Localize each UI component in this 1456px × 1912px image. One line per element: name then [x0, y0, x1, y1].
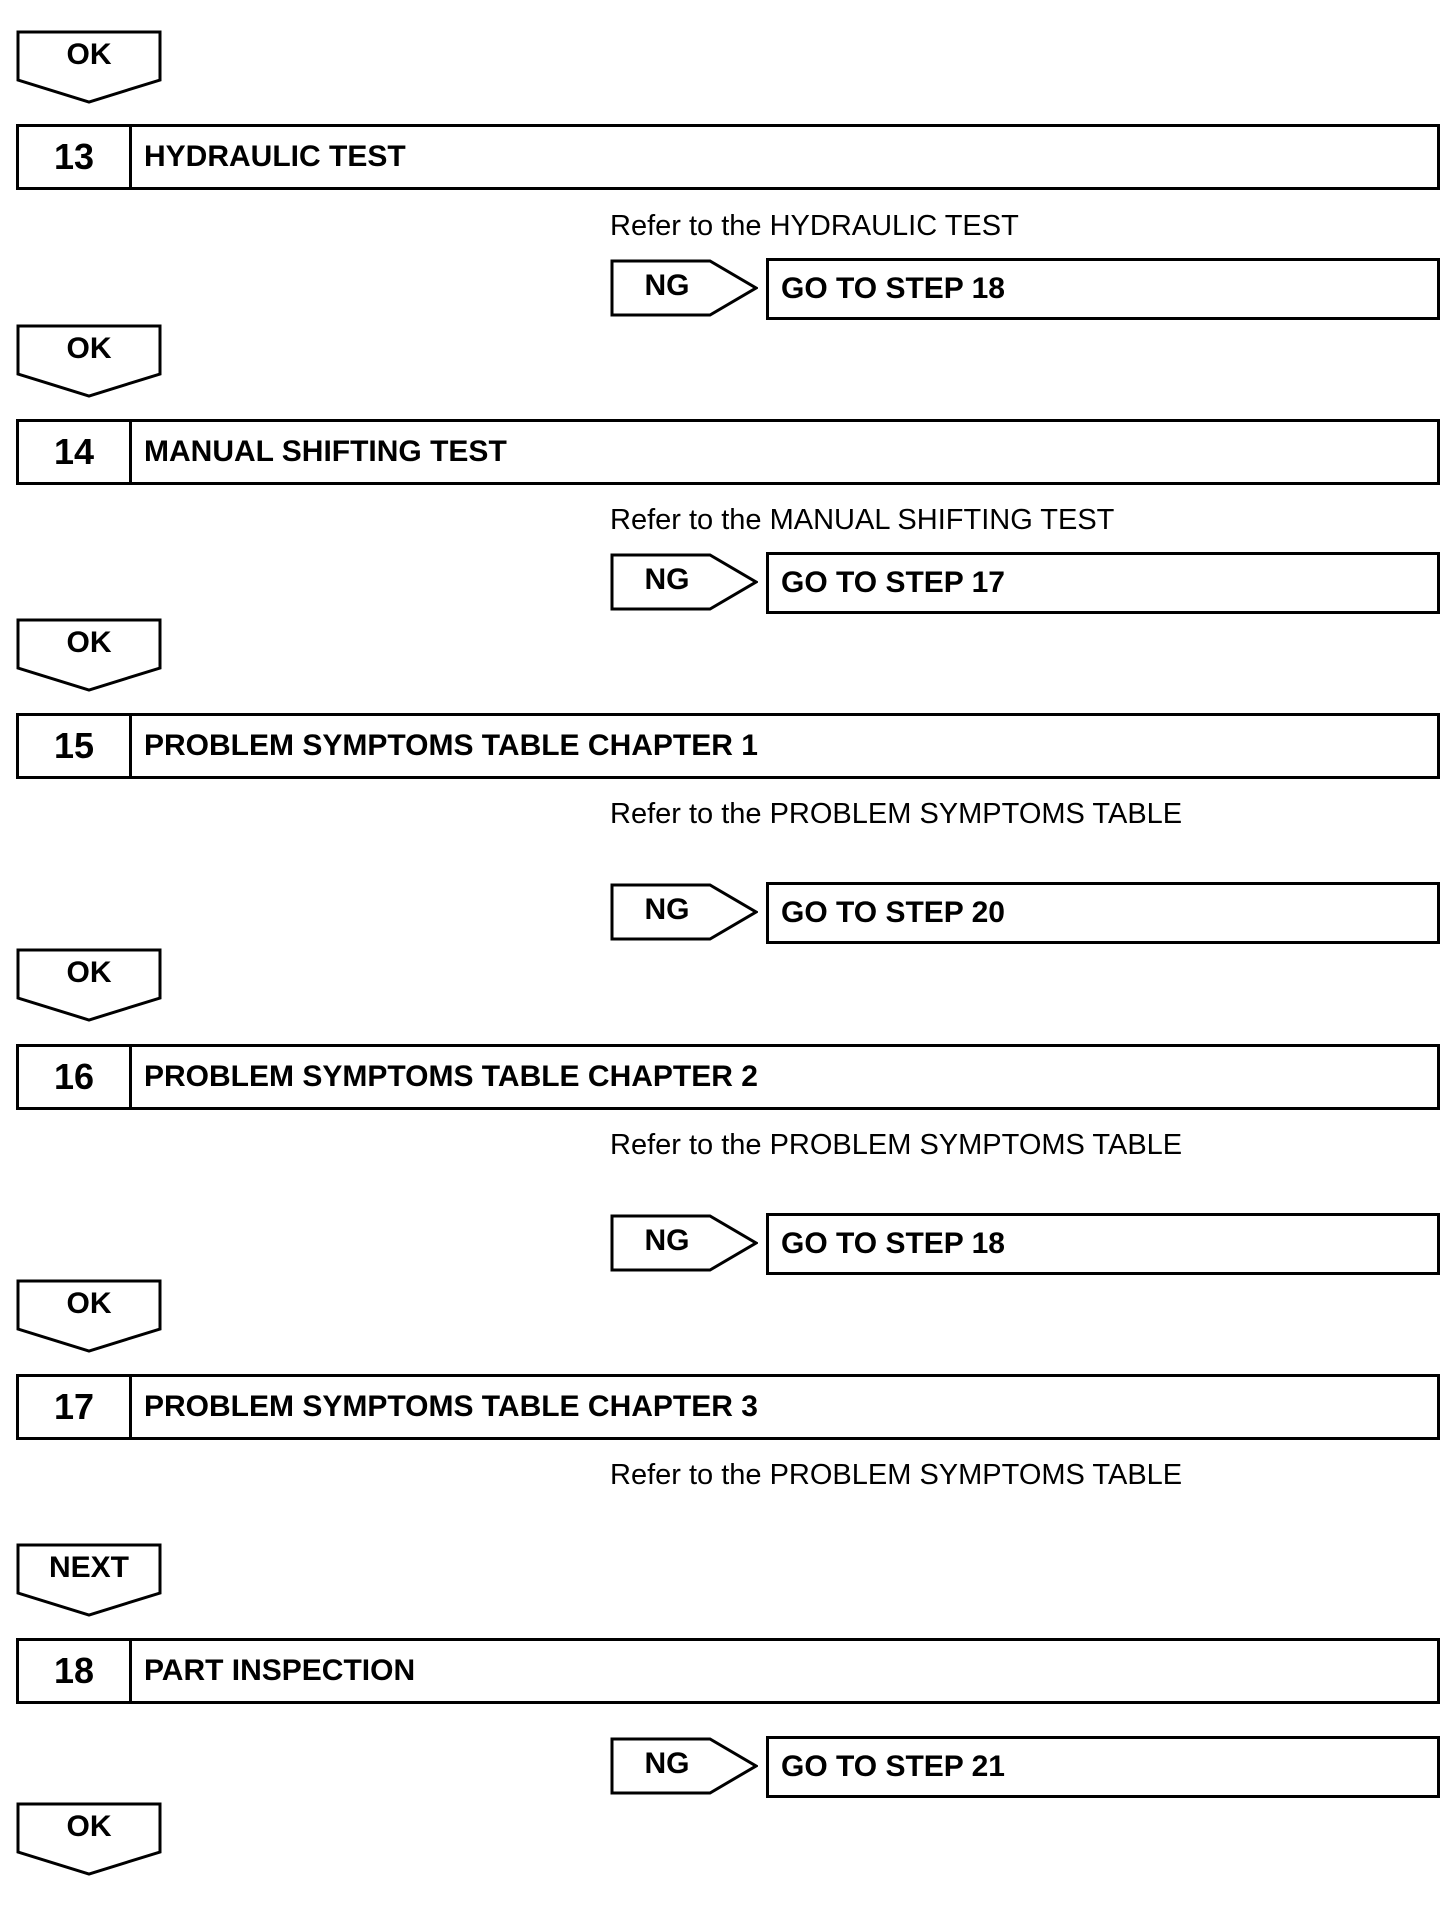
ok-arrow — [16, 618, 162, 692]
ok-label: OK — [66, 1287, 112, 1320]
step-18-box — [16, 1638, 1440, 1704]
ng-arrow — [610, 1737, 758, 1795]
ok-arrow — [16, 1279, 162, 1353]
step-title: MANUAL SHIFTING TEST — [144, 435, 507, 468]
step-14-box — [16, 419, 1440, 485]
refer-text: Refer to the PROBLEM SYMPTOMS TABLE — [610, 1459, 1183, 1491]
step-number: 18 — [19, 1641, 132, 1701]
ok-label: OK — [66, 626, 112, 659]
ng-label: NG — [644, 269, 690, 302]
ng-label: NG — [644, 893, 690, 926]
step-title: PART INSPECTION — [144, 1654, 416, 1687]
step-number: 14 — [19, 422, 132, 482]
step-15-box — [16, 713, 1440, 779]
ok-arrow — [16, 324, 162, 398]
ok-label: OK — [66, 956, 112, 989]
ok-arrow — [16, 1802, 162, 1876]
refer-text: Refer to the MANUAL SHIFTING TEST — [610, 504, 1115, 536]
ok-label: OK — [66, 1810, 112, 1843]
refer-text: Refer to the PROBLEM SYMPTOMS TABLE — [610, 1129, 1183, 1161]
step-title: PROBLEM SYMPTOMS TABLE CHAPTER 2 — [144, 1060, 758, 1093]
ok-arrow — [16, 948, 162, 1022]
next-label: NEXT — [48, 1551, 129, 1584]
goto-step-box: GO TO STEP 18 — [766, 1213, 1440, 1275]
ok-label: OK — [66, 38, 112, 71]
step-number: 17 — [19, 1377, 132, 1437]
goto-step-box: GO TO STEP 17 — [766, 552, 1440, 614]
step-17-box — [16, 1374, 1440, 1440]
next-arrow — [16, 1543, 162, 1617]
step-title: HYDRAULIC TEST — [144, 140, 406, 173]
step-number: 13 — [19, 127, 132, 187]
ng-arrow — [610, 1214, 758, 1272]
ng-arrow — [610, 883, 758, 941]
ng-arrow — [610, 553, 758, 611]
refer-text: Refer to the PROBLEM SYMPTOMS TABLE — [610, 798, 1183, 830]
step-title: PROBLEM SYMPTOMS TABLE CHAPTER 3 — [144, 1390, 758, 1423]
goto-step-box: GO TO STEP 18 — [766, 258, 1440, 320]
step-title: PROBLEM SYMPTOMS TABLE CHAPTER 1 — [144, 729, 758, 762]
ng-arrow — [610, 259, 758, 317]
step-16-box — [16, 1044, 1440, 1110]
ok-label: OK — [66, 332, 112, 365]
refer-text: Refer to the HYDRAULIC TEST — [610, 210, 1019, 242]
ng-label: NG — [644, 1224, 690, 1257]
ng-label: NG — [644, 1747, 690, 1780]
ok-arrow-start — [16, 30, 162, 104]
step-number: 15 — [19, 716, 132, 776]
ng-label: NG — [644, 563, 690, 596]
step-13-box — [16, 124, 1440, 190]
goto-step-box: GO TO STEP 21 — [766, 1736, 1440, 1798]
goto-step-box: GO TO STEP 20 — [766, 882, 1440, 944]
step-number: 16 — [19, 1047, 132, 1107]
